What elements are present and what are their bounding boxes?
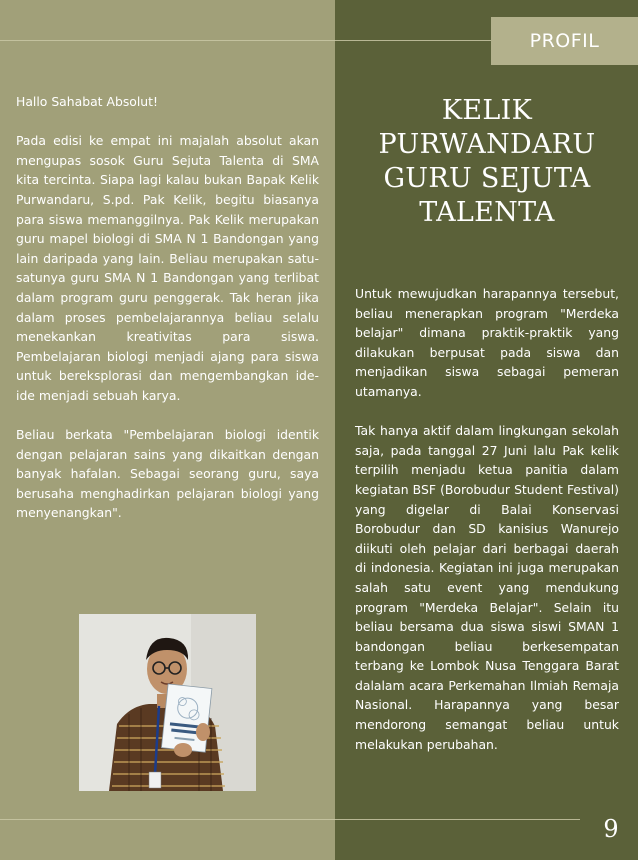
title-line-3: GURU SEJUTA — [383, 163, 591, 194]
title-line-2: PURWANDARU — [378, 129, 596, 160]
bottom-divider — [0, 819, 580, 820]
left-paragraph-1: Pada edisi ke empat ini majalah absolut akan mengupas sosok Guru Sejuta Talenta di SMA kita tercinta. Siapa lagi kalau bukan Bapak Kelik Purwandaru, S.pd. Pak Kelik, begitu biasanya para siswa memanggilnya. Pak Kelik merupakan guru mapel biologi di SMA N 1 Bandongan yang lain daripada yang lain. Beliau merupakan satu-satunya guru SMA N 1 Bandongan yang terlibat dalam program guru penggerak. Tak heran jika dalam proses pembelajarannya beliau selalu menekankan kreativitas para siswa. Pembelajaran biologi menjadi ajang para siswa untuk bereksplorasi dan mengembangkan ide-ide menjadi sebuah karya. — [16, 133, 319, 403]
article-title — [347, 94, 627, 230]
teacher-illustration — [79, 614, 256, 791]
teacher-photo — [79, 614, 256, 791]
title-line-1: KELIK — [441, 95, 533, 126]
right-paragraph-2: Tak hanya aktif dalam lingkungan sekolah saja, pada tanggal 27 Juni lalu Pak kelik terpilih menjadu ketua panitia dalam kegiatan BSF (Borobudur Student Festival) yang digelar di Balai Konservasi Borobudur dan SD kanisius Wanurejo diikuti oleh pelajar dari berbagai daerah di indonesia. Kegiatan ini juga merupakan salah satu event yang mendukung program "Merdeka Belajar". Selain itu beliau bersama dua siswa siswi SMAN 1 bandongan beliau berkesempatan terbang ke Lombok Nusa Tenggara Barat dalalam acara Perkemahan Ilmiah Remaja Nasional. Harapannya yang besar mendorong semangat beliau untuk melakukan perubahan. — [355, 423, 619, 752]
right-column — [355, 284, 619, 774]
greeting: Hallo Sahabat Absolut! — [16, 94, 158, 109]
left-column — [16, 92, 319, 543]
title-line-4: TALENTA — [419, 197, 555, 228]
section-label: PROFIL — [529, 30, 600, 52]
section-tab — [491, 17, 638, 65]
top-divider-left — [0, 40, 491, 41]
right-paragraph-1: Untuk mewujudkan harapannya tersebut, beliau menerapkan program "Merdeka belajar" dimana praktik-praktik yang dilakukan berpusat pada siswa dan menjadikan siswa sebagai pemeran utamanya. — [355, 286, 619, 399]
left-paragraph-2: Beliau berkata "Pembelajaran biologi identik dengan pelajaran sains yang dikaitkan dengan banyak hafalan. Sebagai seorang guru, saya berusaha menghadirkan pelajaran biologi yang menyenangkan". — [16, 427, 319, 521]
page-number: 9 — [603, 815, 619, 843]
